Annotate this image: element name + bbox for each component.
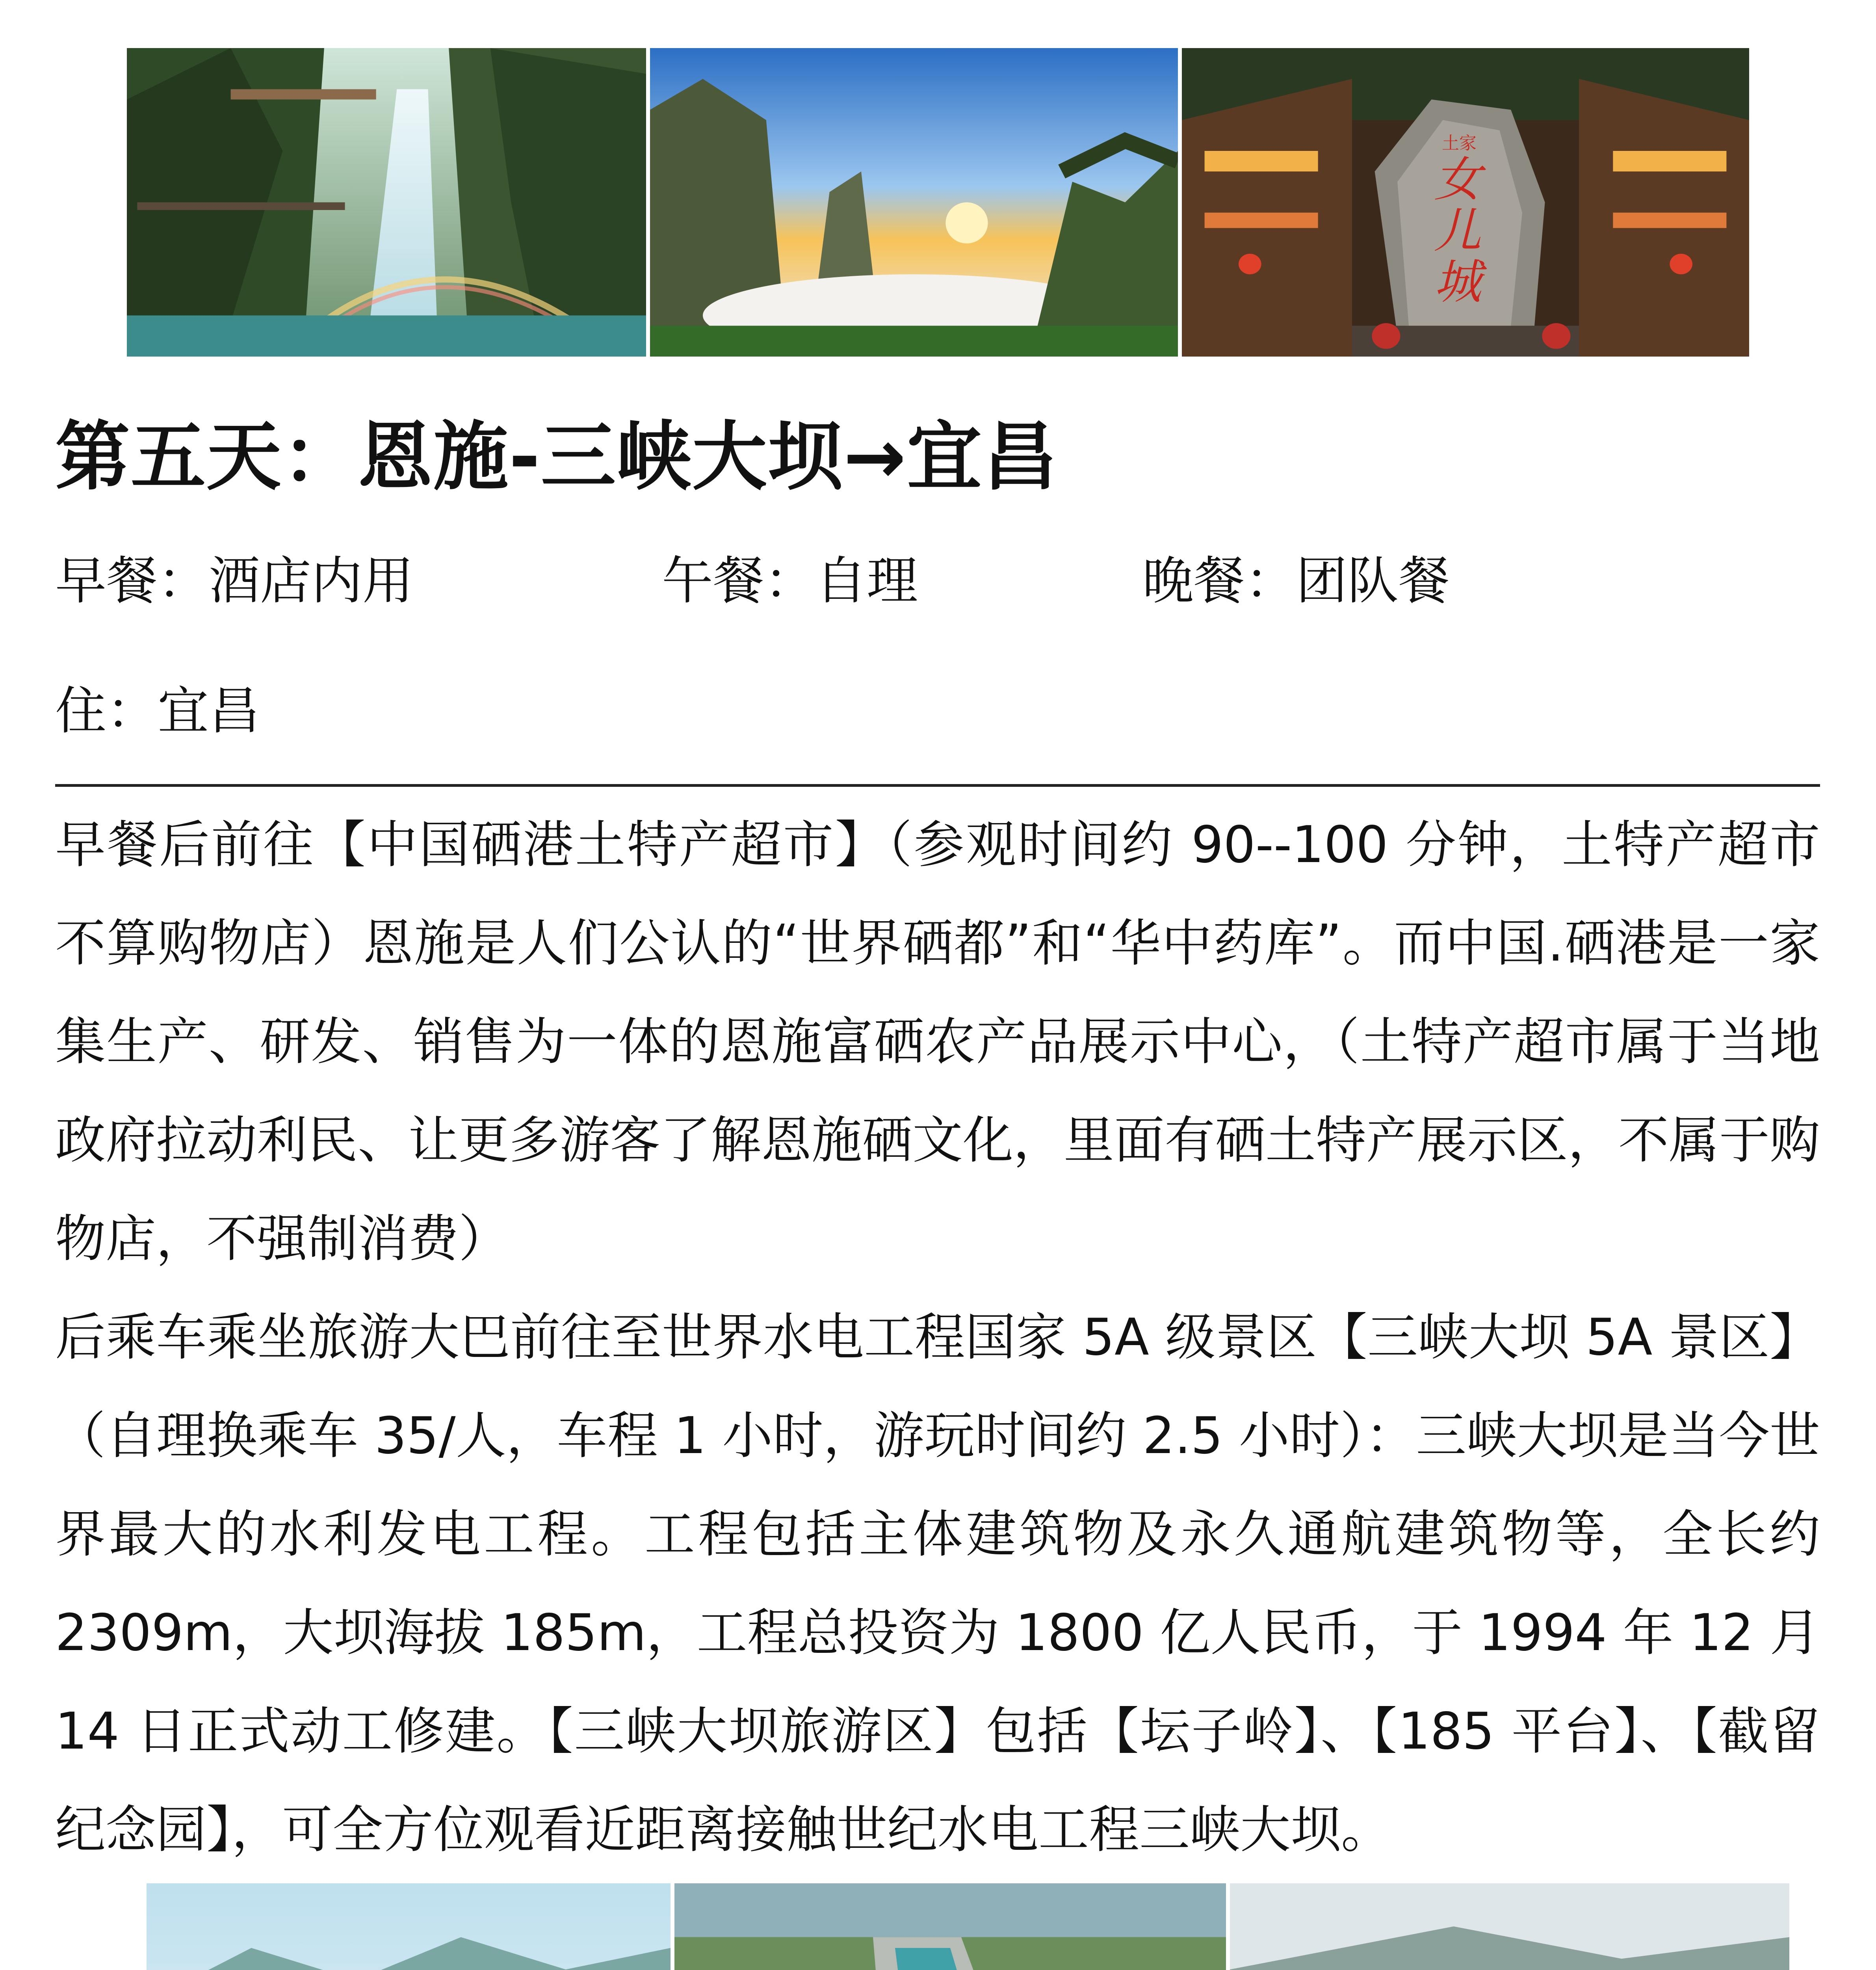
day5-stay: 住：宜昌 xyxy=(55,681,260,741)
day5-divider xyxy=(55,784,1820,787)
ancient-town-stone-photo xyxy=(1182,48,1749,357)
day5-dinner: 晚餐：团队餐 xyxy=(1142,551,1450,611)
stone-inscription: 女儿城 xyxy=(1434,152,1481,310)
day5-breakfast: 早餐：酒店内用 xyxy=(55,551,414,611)
day5-lunch: 午餐：自理 xyxy=(662,551,918,611)
dam-floodgate-photo xyxy=(1230,1883,1789,1970)
middle-photo-strip xyxy=(147,1883,1789,1970)
day5-title: 第五天：恩施-三峡大坝→宜昌 xyxy=(55,413,1059,500)
mountain-sunrise-photo xyxy=(650,48,1178,357)
day5-paragraph-1: 早餐后前往【中国硒港土特产超市】（参观时间约 90--100 分钟，土特产超市不算购物店）恩施是人们公认的“世界硒都”和“华中药库”。而中国.硒港是一家集生产、研发、销售为一体的恩施富硒农产品展示中心，（土特产超市属于当地政府拉动利民、让更多游客了解恩施硒文化，里面有硒土特产展示区，不属于购物店，不强制消费） xyxy=(55,816,1820,1268)
ship-lock-photo xyxy=(674,1883,1226,1970)
day5-paragraph-2: 后乘车乘坐旅游大巴前往至世界水电工程国家 5A 级景区【三峡大坝 5A 景区】（自理换乘车 35/人，车程 1 小时，游玩时间约 2.5 小时）：三峡大坝是当今世界最大的水利发电工程。工程包括主体建筑物及永久通航建筑物等，全长约 2309m，大坝海拔 185m，工程总投资为 1800 亿人民币，于 1994 年 12 月 14 日正式动工修建。【三峡大坝旅游区】包括【坛子岭】、【185 平台】、【截留纪念园】，可全方位观看近距离接触世纪水电工程三峡大坝。 xyxy=(55,1308,1820,1859)
waterfall-canyon-photo xyxy=(127,48,646,357)
three-gorges-dam-aerial-photo xyxy=(147,1883,671,1970)
stone-small-text: 土家 xyxy=(1442,133,1477,153)
day5-description xyxy=(55,796,1820,1879)
top-photo-strip xyxy=(127,48,1749,357)
